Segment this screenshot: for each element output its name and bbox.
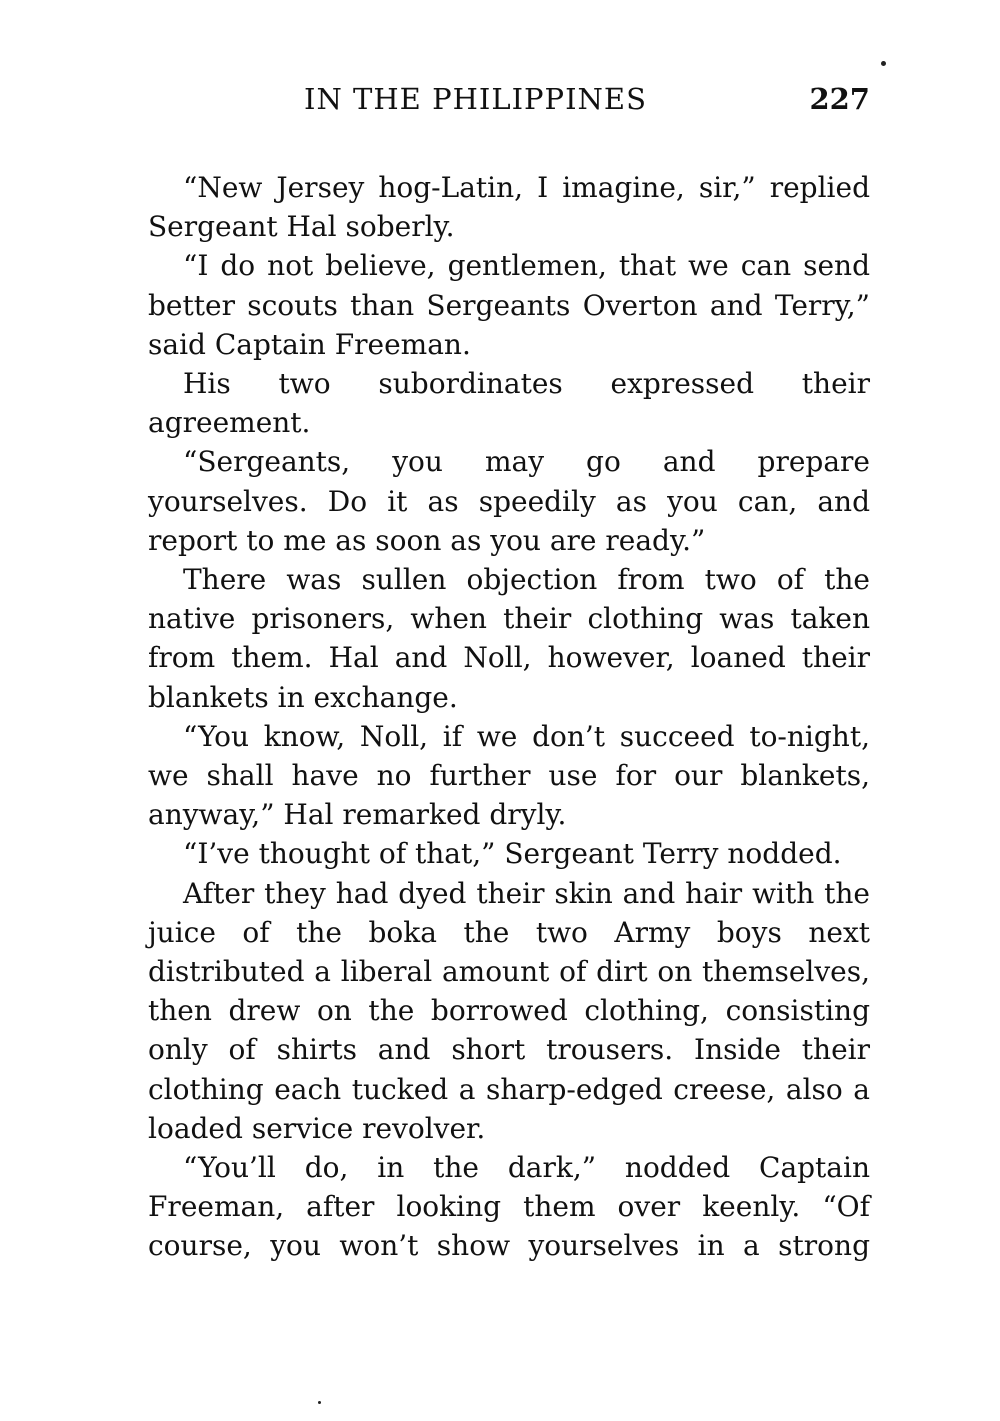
page-number: 227 <box>809 82 870 116</box>
ink-speck <box>318 1401 321 1404</box>
paragraph: “New Jersey hog-Latin, I imagine, sir,” replied Sergeant Hal soberly. <box>148 171 870 244</box>
ink-speck <box>881 61 886 66</box>
paragraph: There was sullen objection from two of the native prisoners, when their clothing was taken from them. Hal and Noll, however, loaned their blankets in exchange. <box>148 563 870 714</box>
paragraph: After they had dyed their skin and hair with the juice of the boka the two Army boys next distributed a liberal amount of dirt on themselves, then drew on the borrowed clothing, consisting only of shirts and short trousers. Inside their clothing each tucked a sharp-edged creese, also a loaded service revolver. <box>148 876 870 1145</box>
page-header <box>148 82 870 128</box>
paragraph: “I do not believe, gentlemen, that we can send better scouts than Sergeants Overton and Terry,” said Captain Freeman. <box>148 249 870 361</box>
paragraph: “I’ve thought of that,” Sergeant Terry nodded. <box>183 837 842 871</box>
paragraph: “Sergeants, you may go and prepare yourselves. Do it as speedily as you can, and report to me as soon as you are ready.” <box>148 445 870 557</box>
paragraph: His two subordinates expressed their agreement. <box>148 367 870 440</box>
running-title: IN THE PHILIPPINES <box>304 82 647 116</box>
paragraph: “You know, Noll, if we don’t succeed to-night, we shall have no further use for our blankets, anyway,” Hal remarked dryly. <box>148 719 870 832</box>
paragraph: “You’ll do, in the dark,” nodded Captain Freeman, after looking them over keenly. “Of course, you won’t show yourselves in a strong <box>148 1151 870 1263</box>
body-text <box>148 168 870 1266</box>
